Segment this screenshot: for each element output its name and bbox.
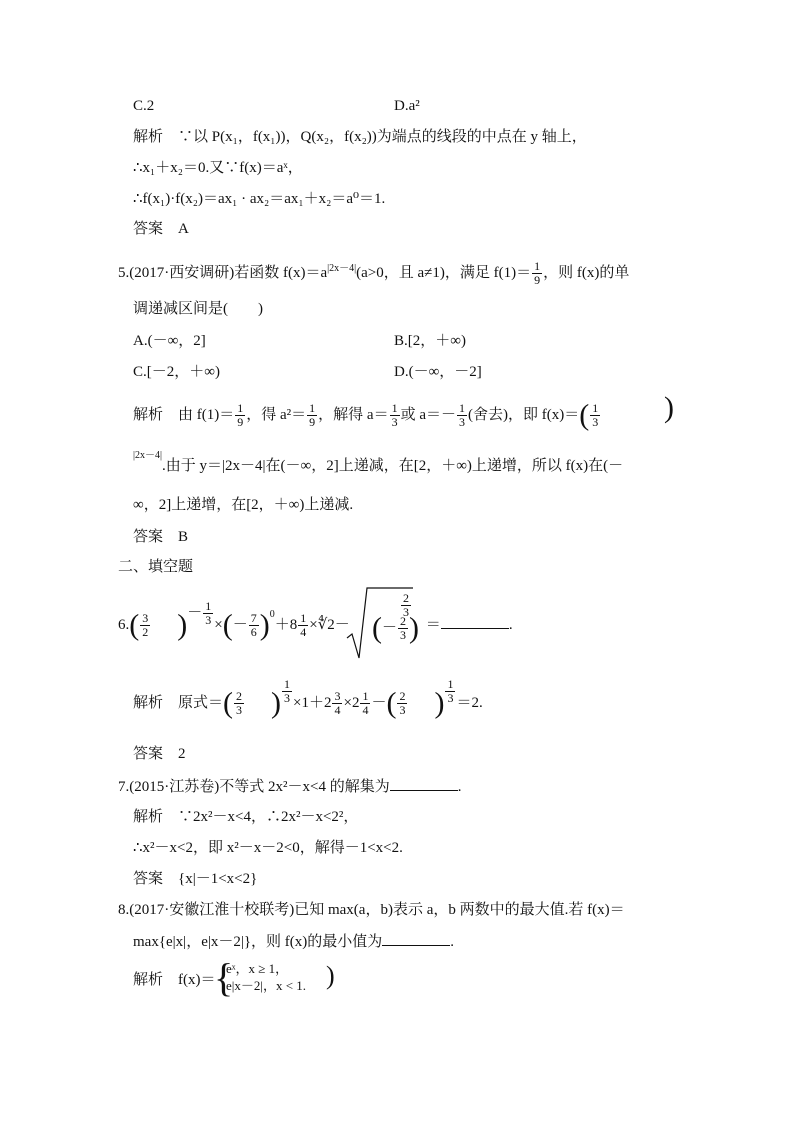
- q5-solution-line-3: ∞，2]上递增，在[2，＋∞)上递减.: [133, 497, 354, 513]
- paren-open: (: [222, 608, 233, 642]
- paren-close: ): [409, 611, 420, 645]
- question-6: 6.( $\frac{3}{2}$ )－ $\frac{1}{3}$ ×(－ $\frac{7}{6}$ )$^0$＋8 $\frac{1}{4}$ ×∜2－ ＝ .: [118, 599, 513, 642]
- paren-open: (: [579, 398, 590, 432]
- sqrt-content: (－ $\frac{2}{3}$ ): [372, 611, 420, 645]
- paren-close: ): [664, 391, 674, 424]
- q6-sol-times: ×2: [343, 694, 360, 711]
- question-8-line-1: 8.(2017·安徽江淮十校联考)已知 max(a，b)表示 a，b 两数中的最大值.若 f(x)＝: [118, 902, 625, 918]
- paren-close: ): [326, 961, 335, 990]
- q6-sol-end: ＝2.: [456, 694, 483, 711]
- section-heading: 二、填空题: [118, 559, 194, 575]
- option-c: C.2: [133, 98, 155, 114]
- exponent-1-3: $\frac{1}{3}$: [205, 599, 212, 627]
- paren-close: ): [177, 608, 188, 642]
- paren-open: (: [223, 686, 234, 720]
- q5-solution-line-1: [133, 398, 601, 432]
- question-7: 7.(2015·江苏卷)不等式 2x²－x<4 的解集为 .: [118, 776, 461, 797]
- answer-q6: 答案 2: [133, 746, 186, 762]
- option-b: B.[2，＋∞): [394, 333, 466, 349]
- q8-solution-label: 解析 f(x)＝: [133, 972, 216, 988]
- q8-case-2: e|x－2|，x < 1.: [226, 978, 307, 993]
- answer-q5: 答案 B: [133, 529, 189, 545]
- fraction-3-2: $\frac{3}{2}$: [142, 611, 149, 639]
- fraction-1-9: $\frac{1}{9}$: [534, 259, 541, 287]
- q5-sol-line2: .由于 y＝|2x－4|在(－∞，2]上递减，在[2，＋∞)上递增，所以 f(x)在(－: [162, 458, 624, 474]
- option-d: D.(－∞，－2]: [394, 364, 482, 380]
- q5-solution-line-2: [133, 450, 624, 476]
- q6-equals: ＝: [425, 616, 441, 633]
- solution-line-2: ∴x₁＋x₂＝0.又∵f(x)＝aˣ，: [133, 160, 303, 176]
- paren-open: (: [386, 686, 397, 720]
- fraction-2-3: $\frac{2}{3}$: [236, 689, 243, 717]
- q7-solution-line-2: ∴x²－x<2，即 x²－x－2<0，解得－1<x<2.: [133, 840, 403, 856]
- q6-sol-mid: ×1＋2: [293, 694, 332, 711]
- paren-open: (: [372, 611, 382, 645]
- paren-close: ): [259, 608, 270, 642]
- question-8-line-2: max{e|x|，e|x－2|}，则 f(x)的最小值为 .: [133, 931, 454, 952]
- fraction-1-4: $\frac{1}{4}$: [362, 689, 369, 717]
- q5-exponent-2: |2x－4|: [133, 450, 163, 461]
- q8-text: max{e|x|，e|x－2|}，则 f(x)的最小值为: [133, 934, 383, 950]
- fraction-2-3: $\frac{2}{3}$: [399, 689, 406, 717]
- fraction-7-6: $\frac{7}{6}$: [250, 611, 257, 639]
- paren-close: ): [271, 686, 282, 720]
- answer-blank[interactable]: [441, 614, 509, 629]
- answer-q7: 答案 {x|－1<x<2}: [133, 871, 258, 887]
- fraction-1-3: $\frac{1}{3}$: [592, 401, 599, 429]
- option-d: D.a²: [394, 98, 420, 114]
- q6-rest: ×∜2－: [309, 616, 350, 633]
- q5-sol-e: (舍去)，即 f(x)＝: [468, 406, 580, 423]
- brace-icon: {: [214, 955, 234, 1000]
- q5-sol-b: ，得 a²＝: [246, 406, 307, 423]
- fraction-3-4: $\frac{3}{4}$: [334, 689, 341, 717]
- fraction-1-3: $\frac{1}{3}$: [391, 401, 398, 429]
- question-5-line-2: 调递减区间是( ): [133, 301, 263, 317]
- q5-text-a: 5.(2017·西安调研)若函数 f(x)＝a: [118, 264, 328, 281]
- q5-exponent: |2x－4|: [327, 262, 357, 274]
- q5-sol-d: 或 a＝－: [400, 406, 456, 423]
- exponent-1-3: $\frac{1}{3}$: [447, 677, 454, 705]
- q7-solution-line-1: 解析 ∵2x²－x<4，∴2x²－x<2²，: [133, 809, 359, 825]
- q5-sol-c: ，解得 a＝: [318, 406, 389, 423]
- paren-close: ): [434, 686, 445, 720]
- answer-blank[interactable]: [382, 931, 450, 946]
- q5-text-d: ，则 f(x)的单: [543, 264, 630, 281]
- answer-q4: 答案 A: [133, 221, 189, 237]
- q6-number: 6.: [118, 616, 130, 633]
- solution-line-1: 解析 ∵以 P(x₁，f(x₁))，Q(x₂，f(x₂))为端点的线段的中点在 y 轴上，: [133, 129, 587, 145]
- q6-sol-label: 解析 原式＝: [133, 694, 224, 711]
- q8-case-1: eˣ，x ≥ 1，: [226, 961, 289, 976]
- q5-sol-a: 解析 由 f(1)＝: [133, 406, 235, 423]
- option-c: C.[－2，＋∞): [133, 364, 220, 380]
- q7-text: 7.(2015·江苏卷)不等式 2x²－x<4 的解集为: [118, 779, 390, 795]
- question-5-line-1: [118, 260, 629, 287]
- q6-sol-minus: －: [371, 694, 387, 711]
- fraction-2-3: $\frac{2}{3}$: [400, 614, 407, 642]
- fraction-1-3: $\frac{1}{3}$: [459, 401, 465, 429]
- q5-text-c: (a>0，且 a≠1)，满足 f(1)＝: [356, 264, 532, 281]
- answer-blank[interactable]: [390, 776, 458, 791]
- fraction-1-9: $\frac{1}{9}$: [309, 401, 316, 429]
- fraction-1-9: $\frac{1}{9}$: [237, 401, 244, 429]
- solution-line-3: ∴f(x₁)·f(x₂)＝ax₁ · ax₂＝ax₁＋x₂＝a⁰＝1.: [133, 191, 386, 207]
- paren-open: (: [129, 608, 140, 642]
- fraction-1-4: $\frac{1}{4}$: [300, 611, 307, 639]
- option-a: A.(－∞，2]: [133, 333, 206, 349]
- exponent-1-3: $\frac{1}{3}$: [284, 677, 291, 705]
- q6-solution: [133, 677, 483, 720]
- exponent-2-3: $\frac{2}{3}$: [403, 591, 409, 619]
